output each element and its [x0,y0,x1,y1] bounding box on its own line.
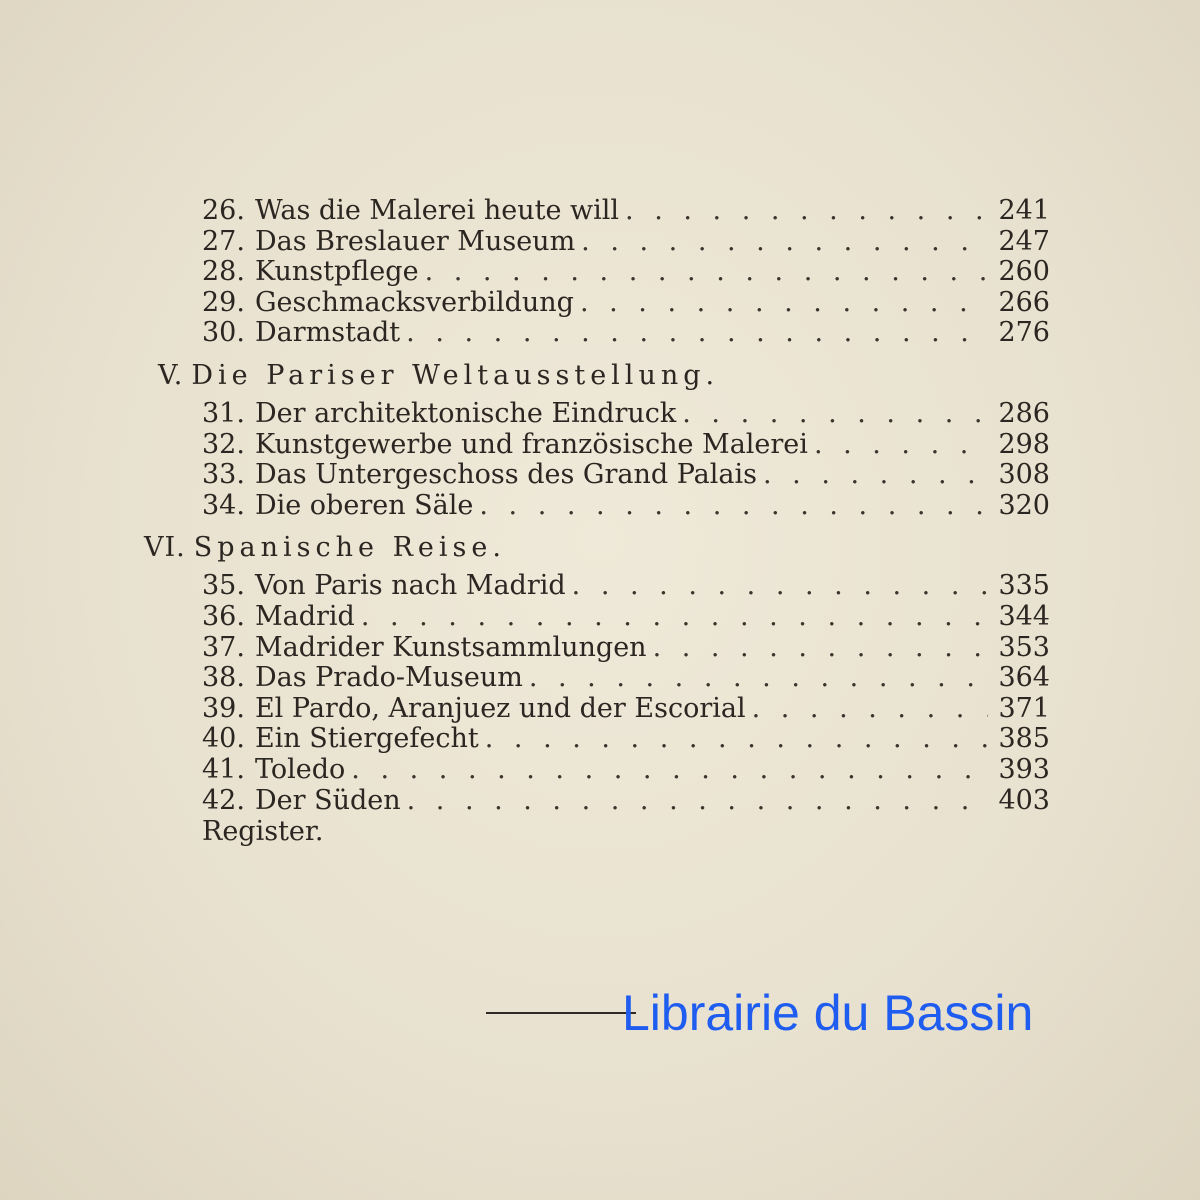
watermark-text: Librairie du Bassin [622,985,1034,1041]
section-title: Spanische Reise. [193,532,506,564]
toc-entry [140,663,1050,694]
entry-number: 40. [202,723,245,755]
section-title: Die Pariser Weltausstellung. [191,359,720,391]
toc-entry [140,602,1050,633]
entry-number: 37. [202,631,245,663]
entry-page: 286 [998,397,1050,429]
toc-entry [140,491,1050,522]
toc-entry [140,694,1050,725]
entry-page: 308 [998,459,1050,491]
entry-title: Darmstadt [254,317,401,349]
register-title: Register. [202,816,324,848]
entry-number: 34. [202,489,245,521]
section-roman-numeral: V. [158,359,184,391]
entry-number: 42. [202,784,245,816]
entry-number: 36. [202,600,245,632]
dot-leader [425,257,988,288]
entry-title: Madrid [254,600,355,632]
entry-page: 385 [998,723,1050,755]
entry-page: 403 [998,784,1050,816]
toc-entry [140,755,1050,786]
entry-number: 38. [202,662,245,694]
entry-title: Der architektonische Eindruck [254,397,677,429]
entry-title: Geschmacksverbildung [254,286,574,318]
entry-page: 247 [998,225,1050,257]
dot-leader [479,491,988,522]
toc-section-vi [140,533,1050,848]
entry-number: 32. [202,428,245,460]
toc-entry [140,430,1050,461]
toc-section-continued [140,196,1050,349]
entry-title: Kunstgewerbe und französische Malerei [254,428,808,460]
dot-leader [625,196,988,227]
entry-number: 28. [202,256,245,288]
toc-section-v [140,361,1050,521]
dot-leader [580,288,988,319]
dot-leader [572,571,988,602]
toc-entry [140,786,1050,817]
entry-number: 35. [202,570,245,602]
entry-number: 30. [202,317,245,349]
toc-entry [140,460,1050,491]
entry-page: 241 [998,195,1050,226]
dot-leader [653,633,988,664]
entry-title: Das Breslauer Museum [254,225,576,257]
section-heading [144,533,1050,563]
entry-page: 344 [998,600,1050,632]
dot-leader [814,430,988,461]
toc-entry [140,633,1050,664]
entry-page: 353 [998,631,1050,663]
watermark [486,984,1126,1044]
entry-page: 266 [998,286,1050,318]
toc-entry [140,196,1050,227]
dot-leader [752,694,988,725]
entry-page: 371 [998,692,1050,724]
entry-title: Ein Stiergefecht [254,723,479,755]
entry-title: Von Paris nach Madrid [254,570,566,602]
entry-title: Toledo [254,753,346,785]
section-heading [158,361,1050,391]
dot-leader [351,755,988,786]
entry-page: 298 [998,428,1050,460]
toc-entry [140,571,1050,602]
dot-leader [406,318,988,349]
watermark-rule [486,1012,636,1014]
entry-title: Madrider Kunstsammlungen [254,631,647,663]
dot-leader [581,227,988,258]
dot-leader [361,602,988,633]
dot-leader [407,786,988,817]
toc-entry [140,288,1050,319]
entry-number: 39. [202,692,245,724]
section-roman-numeral: VI. [144,532,186,564]
entry-title: Der Süden [254,784,401,816]
entry-number: 31. [202,397,245,429]
dot-leader [529,663,988,694]
entry-title: Was die Malerei heute will [254,195,620,226]
entry-title: Das Untergeschoss des Grand Palais [254,459,757,491]
entry-number: 29. [202,286,245,318]
dot-leader [763,460,988,491]
entry-title: Die oberen Säle [254,489,474,521]
entry-page: 393 [998,753,1050,785]
table-of-contents [140,196,1050,848]
toc-entry [140,724,1050,755]
entry-number: 26. [202,195,245,226]
entry-page: 335 [998,570,1050,602]
entry-page: 276 [998,317,1050,349]
entry-number: 27. [202,225,245,257]
entry-title: Das Prado-Museum [254,662,523,694]
dot-leader [682,399,988,430]
toc-entry [140,257,1050,288]
entry-number: 41. [202,753,245,785]
toc-entry [140,227,1050,258]
entry-title: Kunstpflege [254,256,419,288]
dot-leader [485,724,988,755]
toc-entry [140,318,1050,349]
toc-entry [140,399,1050,430]
entry-page: 260 [998,256,1050,288]
entry-page: 364 [998,662,1050,694]
register-entry [140,816,1050,848]
entry-page: 320 [998,489,1050,521]
entry-title: El Pardo, Aranjuez und der Escorial [254,692,746,724]
entry-number: 33. [202,459,245,491]
